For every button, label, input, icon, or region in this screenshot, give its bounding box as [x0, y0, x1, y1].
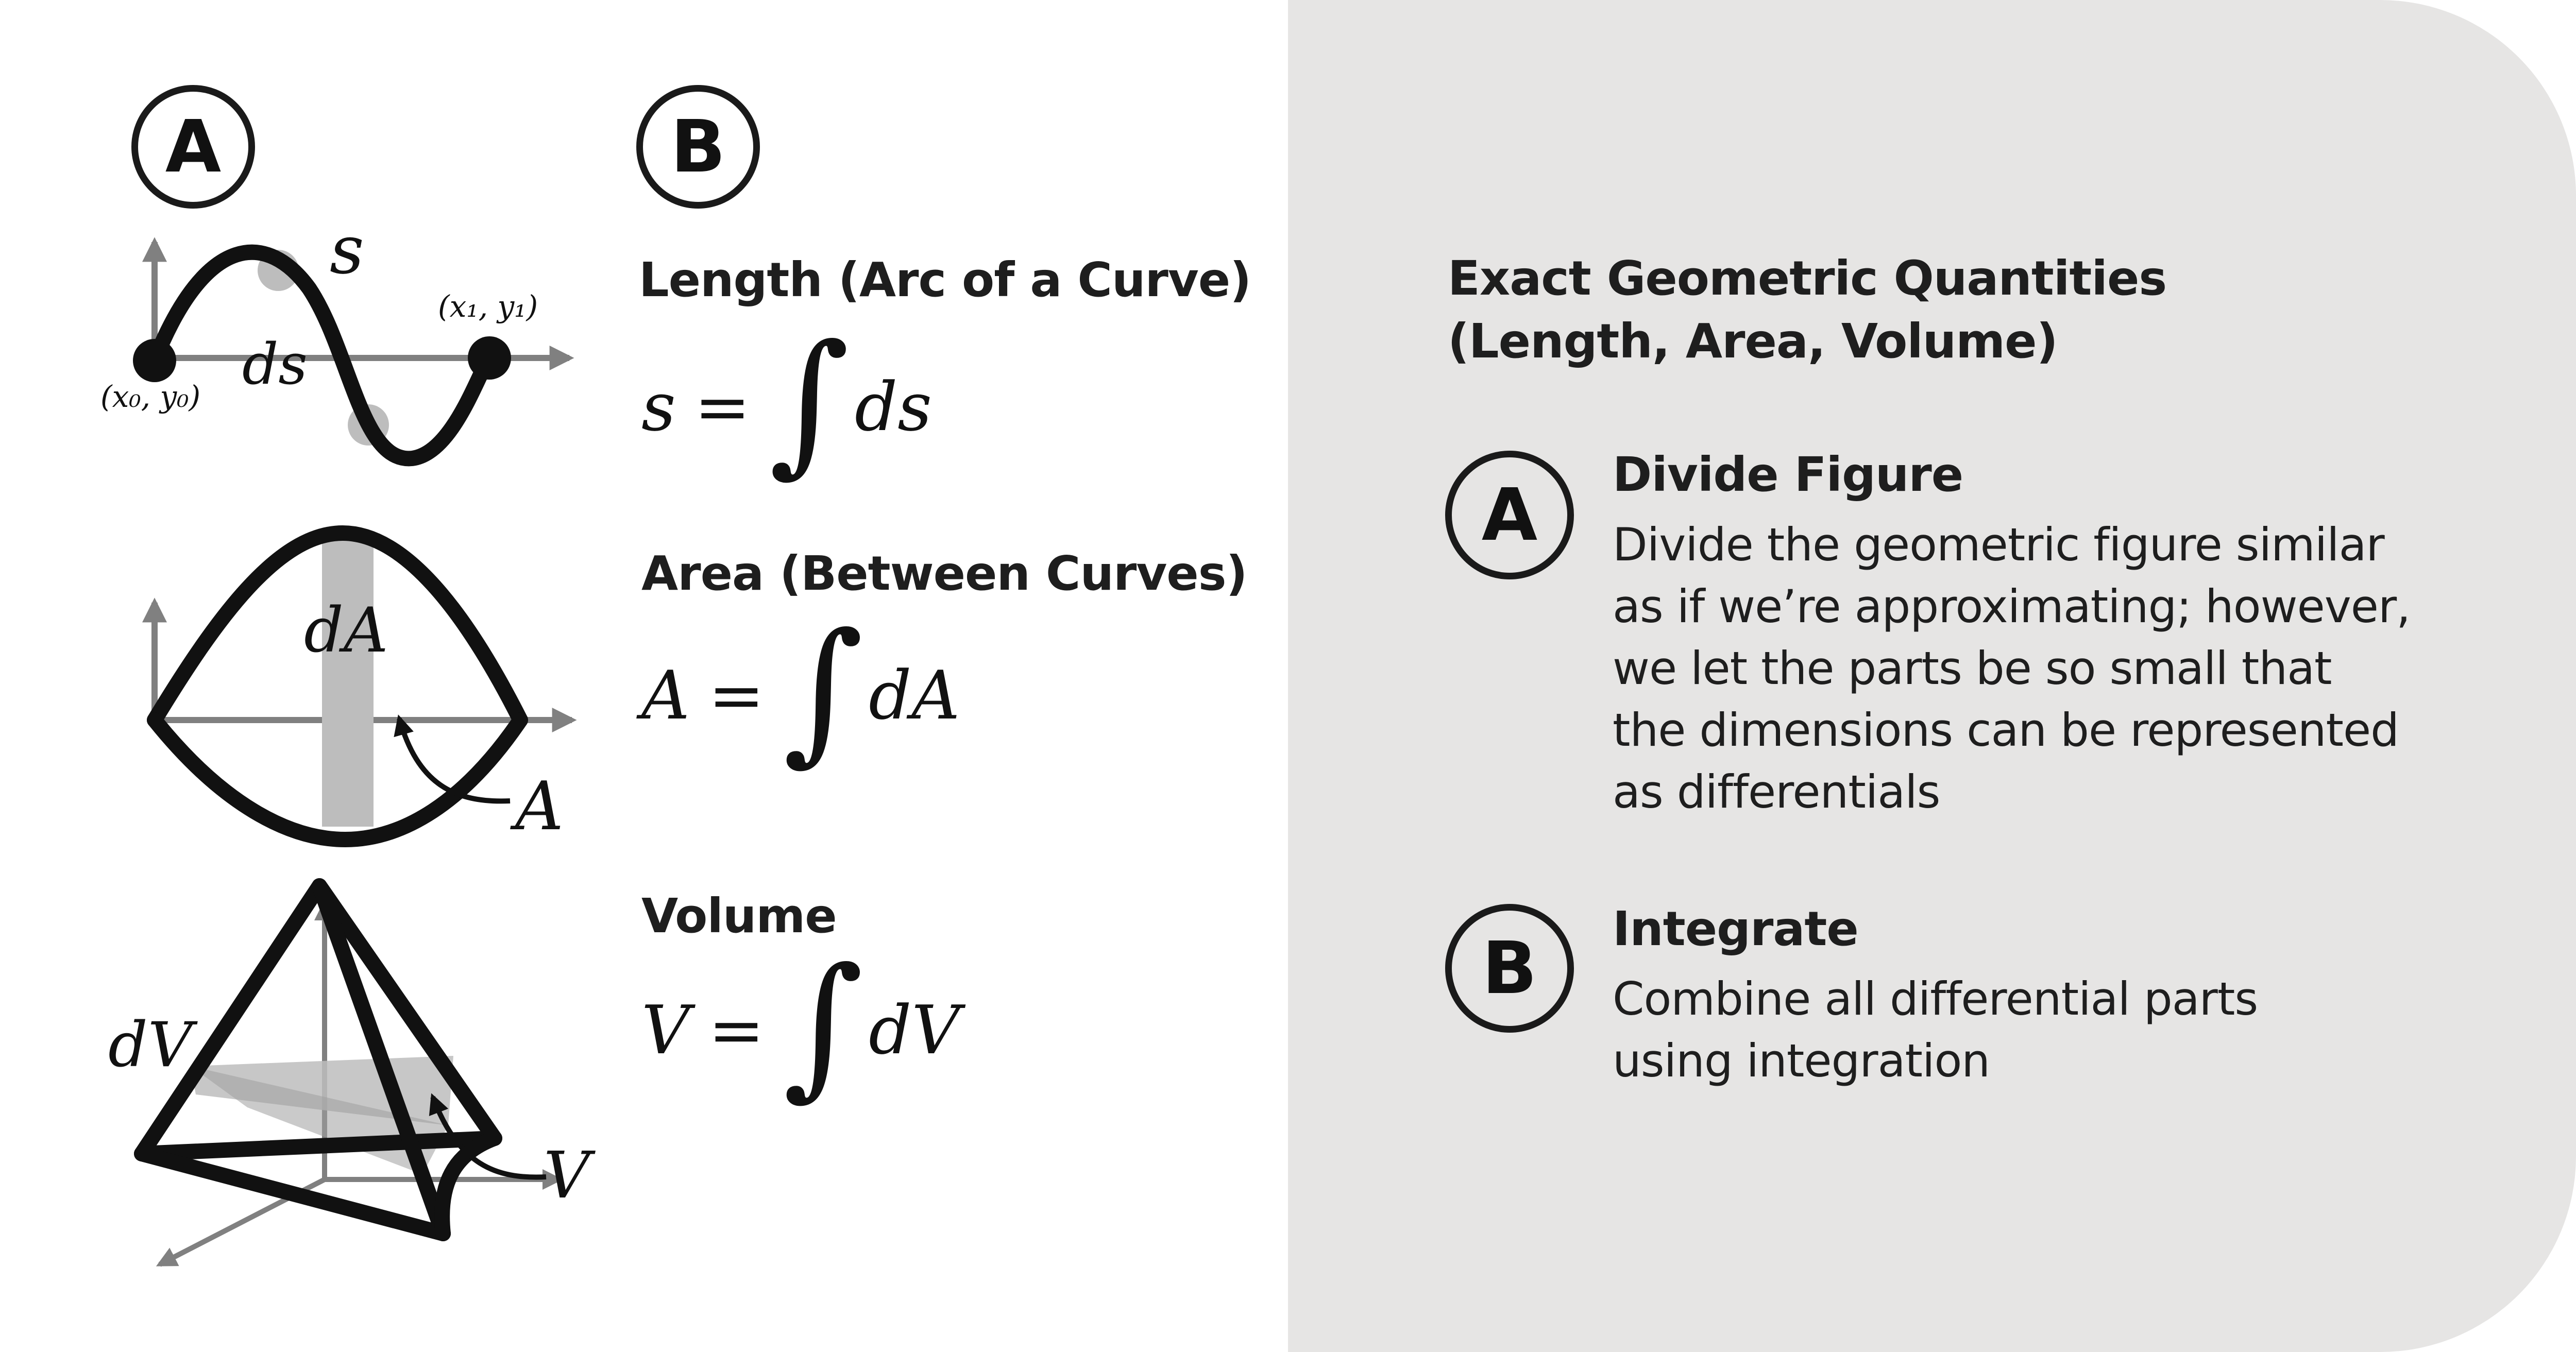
- label-A: A: [515, 767, 564, 845]
- start-point: [133, 339, 176, 382]
- step-b-badge: B: [1445, 904, 1574, 1033]
- area-strip: [322, 536, 374, 827]
- label-dV: dV: [108, 1009, 193, 1081]
- heading-length: Length (Arc of a Curve): [639, 252, 1251, 307]
- volume-figure: [108, 886, 596, 1264]
- step-a-line: as if we’re approximating; however,: [1613, 580, 2411, 633]
- integral-sign: ∫: [783, 935, 864, 1115]
- step-a-description: [1613, 514, 2463, 823]
- step-b-title: Integrate: [1613, 901, 1858, 956]
- formula-length-rhs: ds: [854, 368, 932, 446]
- label-p0: (x₀, y₀): [100, 379, 201, 414]
- label-ds: ds: [242, 331, 308, 397]
- step-a-badge: A: [1445, 451, 1574, 579]
- label-V: V: [544, 1138, 590, 1213]
- panel-title-line2: (Length, Area, Volume): [1448, 314, 2058, 369]
- heading-area: Area (Between Curves): [641, 546, 1247, 601]
- area-figure: [155, 533, 572, 845]
- step-a-line: Divide the geometric figure similar: [1613, 518, 2384, 571]
- heading-volume: Volume: [641, 888, 837, 944]
- step-b-line: Combine all differential parts: [1613, 972, 2258, 1025]
- formula-length: [641, 312, 932, 491]
- formula-area: [641, 600, 960, 780]
- formula-volume-lhs: V: [641, 991, 690, 1069]
- label-s: s: [330, 211, 364, 289]
- panel-title: [1448, 247, 2166, 373]
- formula-volume-rhs: dV: [869, 991, 960, 1069]
- formula-area-lhs: A: [641, 656, 690, 734]
- formula-area-rhs: dA: [869, 656, 960, 734]
- label-p1: (x₁, y₁): [438, 289, 538, 324]
- step-b-description: [1613, 968, 2463, 1092]
- step-a-line: the dimensions can be represented: [1613, 704, 2399, 757]
- end-point: [468, 336, 511, 380]
- integral-sign: ∫: [769, 312, 850, 491]
- figures-canvas: [0, 0, 618, 1352]
- formula-volume: [641, 935, 960, 1115]
- badge-a: A: [131, 85, 255, 209]
- step-a-line: as differentials: [1613, 765, 1940, 818]
- formula-volume-eq: =: [708, 991, 765, 1069]
- step-a-title: Divide Figure: [1613, 447, 1963, 502]
- badge-b: B: [636, 85, 760, 209]
- panel-title-line1: Exact Geometric Quantities: [1448, 251, 2167, 306]
- formula-length-eq: =: [694, 368, 751, 446]
- formula-length-lhs: s: [641, 368, 676, 446]
- arc-length-figure: [100, 211, 569, 458]
- step-b-line: using integration: [1613, 1034, 1990, 1087]
- label-dA: dA: [304, 595, 388, 666]
- integral-sign: ∫: [783, 600, 864, 780]
- step-a-line: we let the parts be so small that: [1613, 642, 2332, 695]
- formula-area-eq: =: [708, 656, 765, 734]
